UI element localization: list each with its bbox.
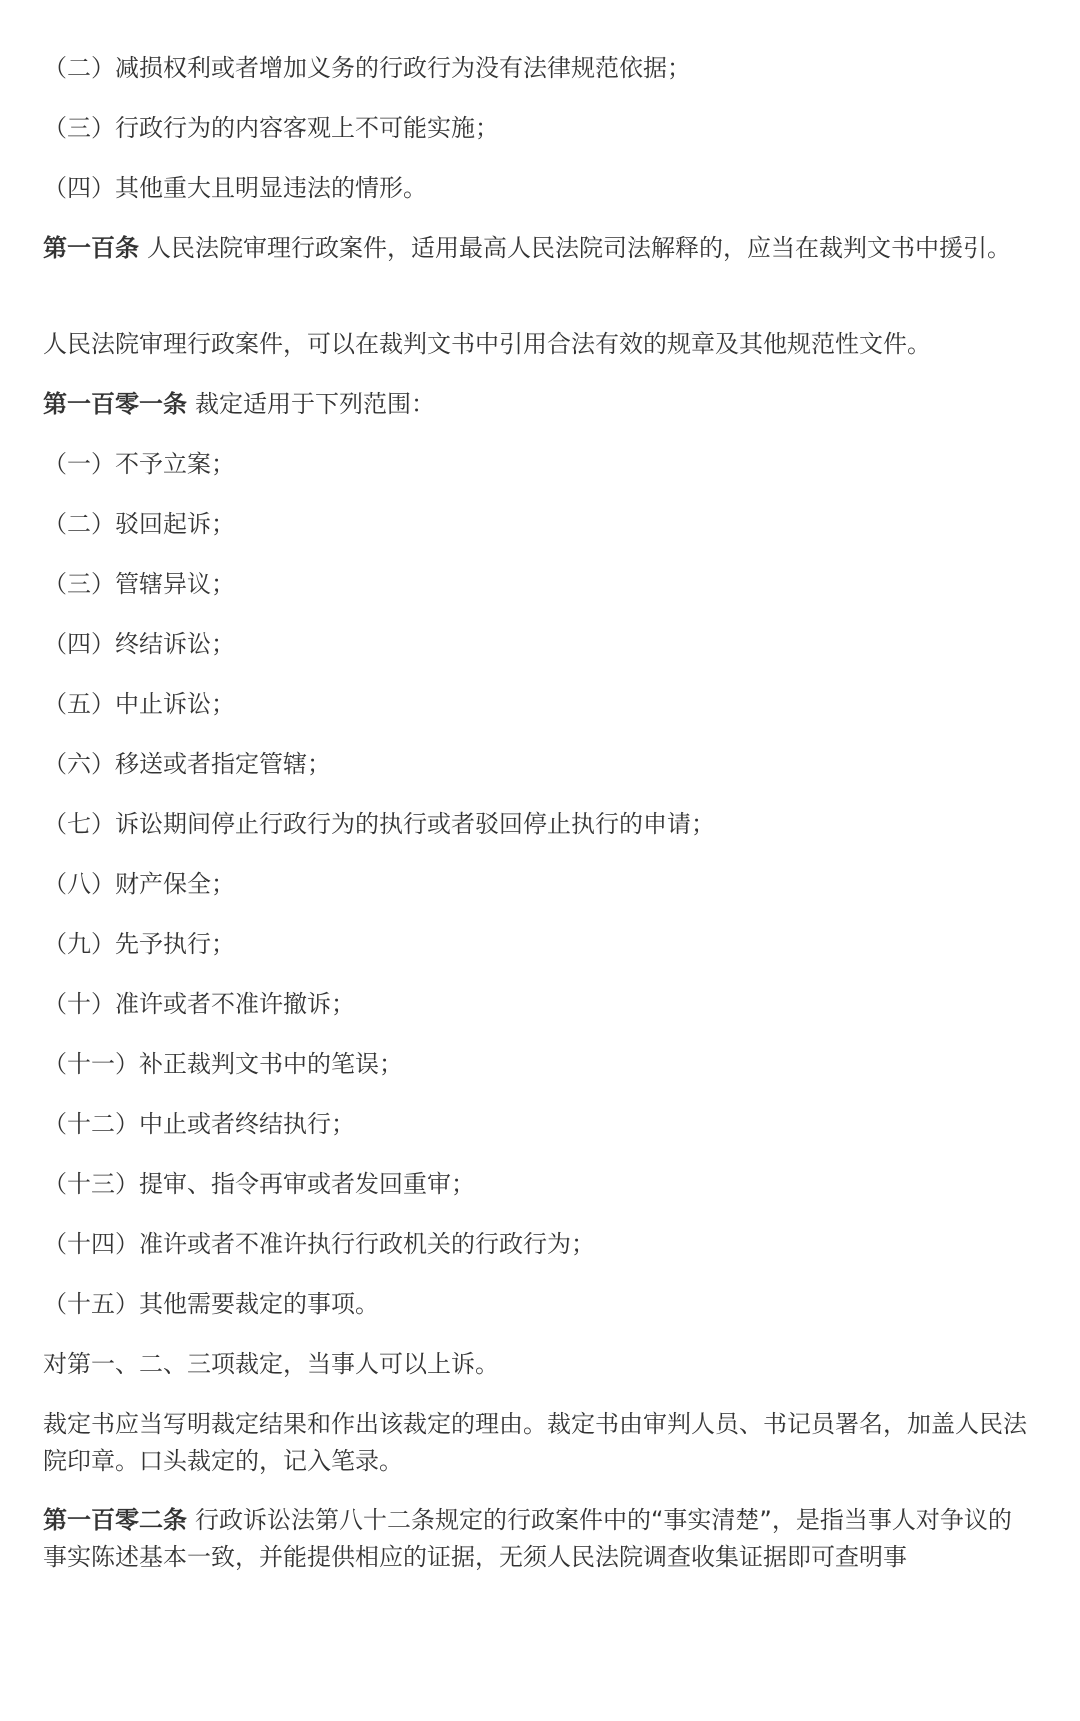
list-item xyxy=(43,1286,1028,1323)
list-item xyxy=(43,566,1028,603)
list-item xyxy=(43,806,1028,843)
article-text: 人民法院审理行政案件，适用最高人民法院司法解释的，应当在裁判文书中援引。 xyxy=(147,234,1011,262)
list-item xyxy=(43,986,1028,1023)
list-item-text: （十二）中止或者终结执行； xyxy=(43,1110,355,1138)
ruling-document-note xyxy=(43,1406,1028,1480)
article-text: 裁定适用于下列范围： xyxy=(195,390,435,418)
list-item-text: （一）不予立案； xyxy=(43,450,235,478)
list-item xyxy=(43,746,1028,783)
list-item xyxy=(43,506,1028,543)
paragraph-text: 对第一、二、三项裁定，当事人可以上诉。 xyxy=(43,1350,499,1378)
clause-text: （四）其他重大且明显违法的情形。 xyxy=(43,174,427,202)
clause-3 xyxy=(43,110,1028,147)
list-item-text: （十三）提审、指令再审或者发回重审； xyxy=(43,1170,475,1198)
list-item-text: （十四）准许或者不准许执行行政机关的行政行为； xyxy=(43,1230,595,1258)
list-item xyxy=(43,446,1028,483)
list-item-text: （四）终结诉讼； xyxy=(43,630,235,658)
article-number: 第一百条 xyxy=(43,234,139,262)
appeal-note xyxy=(43,1346,1028,1383)
clause-2 xyxy=(43,50,1028,87)
list-item-text: （五）中止诉讼； xyxy=(43,690,235,718)
clause-text: （二）减损权利或者增加义务的行政行为没有法律规范依据； xyxy=(43,54,691,82)
list-item-text: （十一）补正裁判文书中的笔误； xyxy=(43,1050,403,1078)
article-number: 第一百零一条 xyxy=(43,390,187,418)
clause-4 xyxy=(43,170,1028,207)
paragraph-text: 裁定书应当写明裁定结果和作出该裁定的理由。裁定书由审判人员、书记员署名，加盖人民法院印章。口头裁定的，记入笔录。 xyxy=(43,1410,1027,1475)
list-item-text: （九）先予执行； xyxy=(43,930,235,958)
list-item xyxy=(43,1046,1028,1083)
list-item xyxy=(43,626,1028,663)
article-number: 第一百零二条 xyxy=(43,1506,187,1534)
article-100 xyxy=(43,230,1028,267)
article-102 xyxy=(43,1502,1028,1576)
article-100-paragraph-2 xyxy=(43,326,1028,363)
list-item xyxy=(43,1166,1028,1203)
list-item-text: （十五）其他需要裁定的事项。 xyxy=(43,1290,379,1318)
list-item-text: （六）移送或者指定管辖； xyxy=(43,750,331,778)
list-item-text: （二）驳回起诉； xyxy=(43,510,235,538)
list-item-text: （八）财产保全； xyxy=(43,870,235,898)
article-text: 行政诉讼法第八十二条规定的行政案件中的“事实清楚”，是指当事人对争议的事实陈述基本一致，并能提供相应的证据，无须人民法院调查收集证据即可查明事 xyxy=(43,1506,1012,1571)
list-item xyxy=(43,926,1028,963)
list-item-text: （七）诉讼期间停止行政行为的执行或者驳回停止执行的申请； xyxy=(43,810,715,838)
article-101 xyxy=(43,386,1028,423)
list-item xyxy=(43,686,1028,723)
list-item-text: （三）管辖异议； xyxy=(43,570,235,598)
list-item xyxy=(43,866,1028,903)
list-item-text: （十）准许或者不准许撤诉； xyxy=(43,990,355,1018)
clause-text: （三）行政行为的内容客观上不可能实施； xyxy=(43,114,499,142)
list-item xyxy=(43,1106,1028,1143)
list-item xyxy=(43,1226,1028,1263)
paragraph-text: 人民法院审理行政案件，可以在裁判文书中引用合法有效的规章及其他规范性文件。 xyxy=(43,330,931,358)
